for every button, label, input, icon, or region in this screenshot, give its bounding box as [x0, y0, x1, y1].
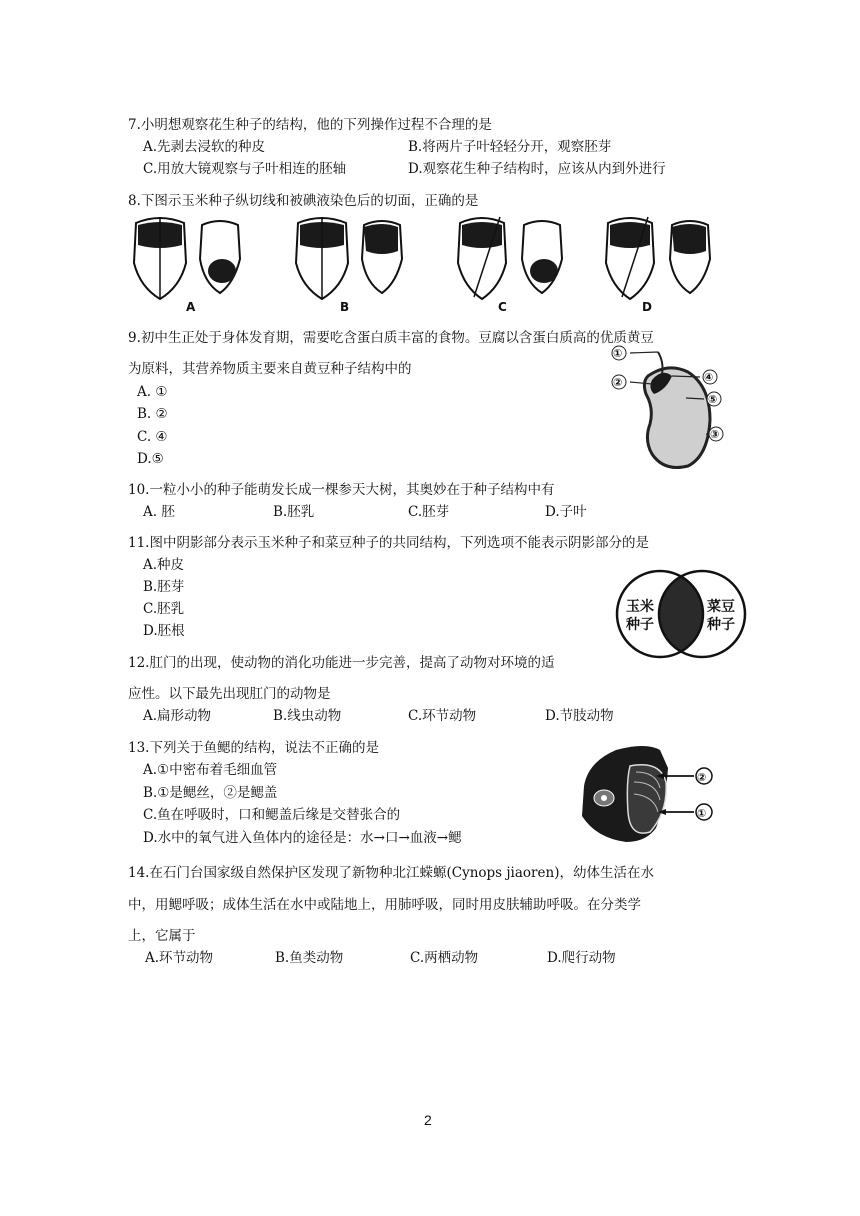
q7-option-c: C.用放大镜观察与子叶相连的胚轴 — [143, 161, 347, 177]
seed-label-1: ① — [613, 347, 623, 360]
seed-label-2: ② — [613, 376, 623, 389]
venn-right-label-1: 菜豆 — [707, 599, 735, 615]
fig-label-b: B — [340, 300, 350, 314]
q13-option-b: B.①是鳃丝，②是鳃盖 — [143, 785, 278, 801]
q10-option-c: C.胚芽 — [408, 504, 450, 520]
fig-label-c: C — [498, 300, 507, 314]
q14-option-d: D.爬行动物 — [547, 950, 616, 966]
q13-stem: 13.下列关于鱼鳃的结构，说法不正确的是 — [128, 740, 379, 756]
venn-left-label-2: 种子 — [626, 617, 654, 633]
q9-soybean-seed-figure — [606, 342, 728, 472]
q14-option-c: C.两栖动物 — [410, 950, 479, 966]
q11-option-c: C.胚乳 — [143, 601, 185, 617]
q11-option-a: A.种皮 — [143, 557, 185, 573]
q9-stem-line2: 为原料，其营养物质主要来自黄豆种子结构中的 — [128, 361, 412, 377]
q13-option-c: C.鱼在呼吸时，口和鳃盖后缘是交替张合的 — [143, 807, 401, 823]
q9-stem-line1: 9.初中生正处于身体发育期，需要吃含蛋白质丰富的食物。豆腐以含蛋白质高的优质黄豆 — [128, 330, 654, 346]
q10-option-a: A. 胚 — [143, 504, 175, 520]
venn-left-label-1: 玉米 — [626, 599, 654, 615]
q7-option-d: D.观察花生种子结构时，应该从内到外进行 — [408, 161, 666, 177]
q8-stem: 8.下图示玉米种子纵切线和被碘液染色后的切面，正确的是 — [128, 193, 479, 209]
q7-option-a: A.先剥去浸软的种皮 — [143, 139, 266, 155]
q14-stem-line2: 中，用鳃呼吸；成体生活在水中或陆地上，用肺呼吸，同时用皮肤辅助呼吸。在分类学 — [128, 897, 641, 913]
q11-venn-diagram — [611, 568, 751, 660]
q13-fish-gill-figure — [576, 742, 726, 846]
q12-option-b: B.线虫动物 — [273, 708, 342, 724]
q9-option-c: C. ④ — [137, 429, 168, 445]
q9-option-d: D.⑤ — [137, 451, 164, 467]
venn-right-label-2: 种子 — [707, 617, 735, 633]
fig-label-d: D — [642, 300, 652, 314]
q13-option-d: D.水中的氧气进入鱼体内的途径是：水→口→血液→鳃 — [143, 830, 462, 846]
seed-label-5: ⑤ — [708, 393, 718, 406]
corn-seed-b — [296, 218, 402, 314]
q12-option-c: C.环节动物 — [408, 708, 477, 724]
page-number: 2 — [424, 1112, 432, 1128]
q12-option-a: A.扁形动物 — [143, 708, 212, 724]
q7-stem: 7.小明想观察花生种子的结构，他的下列操作过程不合理的是 — [128, 117, 492, 133]
q9-option-b: B. ② — [137, 406, 168, 422]
seed-label-3: ③ — [710, 428, 720, 441]
q10-option-d: D.子叶 — [545, 504, 587, 520]
corn-seed-c — [458, 217, 562, 314]
q10-stem: 10.一粒小小的种子能萌发长成一棵参天大树，其奥妙在于种子结构中有 — [128, 482, 555, 498]
q14-stem-line3: 上，它属于 — [128, 928, 196, 944]
gill-label-1: ① — [697, 807, 707, 820]
q13-option-a: A.①中密布着毛细血管 — [143, 762, 278, 778]
q14-option-b: B.鱼类动物 — [275, 950, 344, 966]
q11-option-b: B.胚芽 — [143, 579, 185, 595]
q11-stem: 11.图中阴影部分表示玉米种子和菜豆种子的共同结构，下列选项不能表示阴影部分的是 — [128, 535, 649, 551]
q12-stem-line2: 应性。以下最先出现肛门的动物是 — [128, 686, 331, 702]
q11-option-d: D.胚根 — [143, 623, 185, 639]
seed-label-4: ④ — [704, 371, 714, 384]
q14-option-a: A.环节动物 — [145, 950, 214, 966]
fig-label-a: A — [186, 300, 196, 314]
q8-corn-seed-figure — [130, 215, 720, 318]
q12-option-d: D.节肢动物 — [545, 708, 614, 724]
corn-seed-d — [606, 217, 710, 314]
gill-label-2: ② — [697, 771, 707, 784]
q7-option-b: B.将两片子叶轻轻分开，观察胚芽 — [408, 139, 612, 155]
q14-stem-line1: 14.在石门台国家级自然保护区发现了新物种北江蝾螈(Cynops jiaoren)，幼体生活在水 — [128, 865, 654, 881]
corn-seed-a — [134, 218, 240, 314]
q10-option-b: B.胚乳 — [273, 504, 315, 520]
q12-stem-line1: 12.肛门的出现，使动物的消化功能进一步完善，提高了动物对环境的适 — [128, 655, 555, 671]
q9-option-a: A. ① — [137, 384, 168, 400]
